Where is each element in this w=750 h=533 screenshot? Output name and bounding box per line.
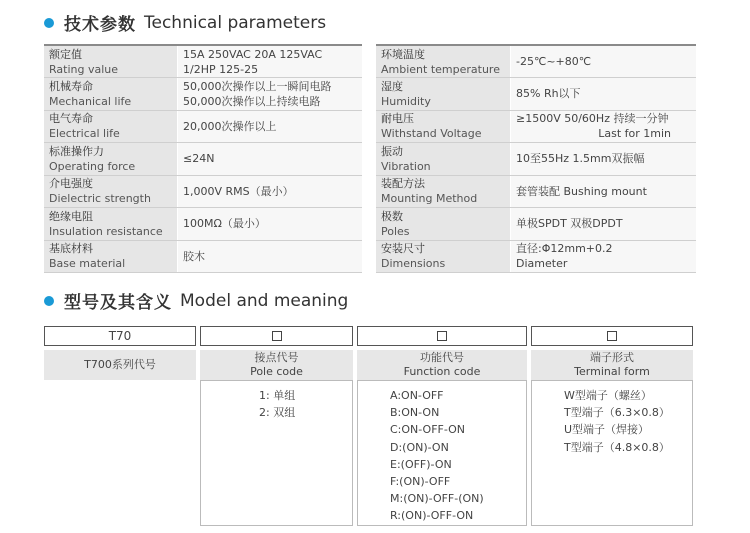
- spec-value: 20,000次操作以上: [178, 110, 363, 143]
- spec-row: [44, 143, 362, 176]
- terminal-form-list: [531, 380, 693, 526]
- list-item: C:ON-OFF-ON: [390, 423, 466, 437]
- spec-row: [44, 208, 362, 241]
- list-item: A:ON-OFF: [390, 389, 444, 402]
- list-item: T型端子（4.8×0.8）: [564, 440, 670, 454]
- function-code-box: [357, 326, 527, 346]
- list-item: B:ON-ON: [390, 406, 440, 420]
- spec-value: -25℃~+80℃: [511, 45, 697, 78]
- spec-label: 湿度 Humidity: [376, 78, 511, 111]
- checkbox-icon: [437, 331, 447, 341]
- function-code-list: [357, 380, 527, 526]
- bullet-dot-icon: [44, 296, 54, 306]
- spec-table-right: [376, 44, 696, 273]
- series-code-box: [44, 326, 196, 346]
- spec-row: [44, 110, 362, 143]
- spec-label: 电气寿命 Electrical life: [44, 110, 178, 143]
- spec-label: 极数 Poles: [376, 208, 511, 241]
- terminal-form-box: [531, 326, 693, 346]
- spec-value: 85% Rh以下: [511, 78, 697, 111]
- spec-label: 安装尺寸 Dimensions: [376, 240, 511, 273]
- spec-row: [44, 78, 362, 111]
- list-item: 2: 双组: [259, 406, 296, 420]
- spec-label: 额定值 Rating value: [44, 45, 178, 78]
- list-item: U型端子（焊接）: [564, 423, 650, 437]
- pole-code-box: [200, 326, 353, 346]
- spec-value: 胶木: [178, 240, 363, 273]
- spec-row: [376, 175, 696, 208]
- tech-section-title: [44, 10, 326, 35]
- spec-label: 机械寿命 Mechanical life: [44, 78, 178, 111]
- terminal-form-header: 端子形式 Terminal form: [531, 350, 693, 380]
- tech-title-en: Technical parameters: [144, 12, 327, 33]
- function-code-header: 功能代号 Function code: [357, 350, 527, 380]
- spec-row: [376, 240, 696, 273]
- spec-label: 绝缘电阻 Insulation resistance: [44, 208, 178, 241]
- spec-table-left: [44, 44, 362, 273]
- spec-label: 基底材料 Base material: [44, 240, 178, 273]
- checkbox-icon: [607, 331, 617, 341]
- model-title-cn: 型号及其含义: [64, 293, 172, 313]
- spec-row: [376, 78, 696, 111]
- spec-value: 50,000次操作以上一瞬间电路 50,000次操作以上持续电路: [178, 78, 363, 111]
- spec-row: [376, 110, 696, 143]
- spec-row: [376, 208, 696, 241]
- spec-value: 1,000V RMS（最小）: [178, 175, 363, 208]
- spec-value: 单极SPDT 双极DPDT: [511, 208, 697, 241]
- list-item: M:(ON)-OFF-(ON): [390, 492, 484, 506]
- list-item: W型端子（螺丝）: [564, 389, 652, 402]
- checkbox-icon: [272, 331, 282, 341]
- spec-label: 振动 Vibration: [376, 143, 511, 176]
- spec-label: 介电强度 Dielectric strength: [44, 175, 178, 208]
- list-item: R:(ON)-OFF-ON: [390, 509, 474, 523]
- spec-value: 直径:Φ12mm+0.2 Diameter: [511, 240, 697, 273]
- spec-row: [44, 175, 362, 208]
- list-item: E:(OFF)-ON: [390, 457, 452, 471]
- spec-row: [44, 45, 362, 78]
- spec-value: ≤24N: [178, 143, 363, 176]
- spec-value: 100MΩ（最小）: [178, 208, 363, 241]
- list-item: T型端子（6.3×0.8）: [564, 406, 670, 420]
- spec-value: 15A 250VAC 20A 125VAC 1/2HP 125-25: [178, 45, 363, 78]
- spec-label: 环境温度 Ambient temperature: [376, 45, 511, 78]
- tech-title-cn: 技术参数: [64, 15, 136, 35]
- spec-row: [376, 45, 696, 78]
- spec-value: 10至55Hz 1.5mm双振幅: [511, 143, 697, 176]
- list-item: F:(ON)-OFF: [390, 475, 451, 489]
- bullet-dot-icon: [44, 18, 54, 28]
- spec-label: 装配方法 Mounting Method: [376, 175, 511, 208]
- list-item: 1: 单组: [259, 389, 296, 402]
- list-item: D:(ON)-ON: [390, 440, 449, 454]
- spec-value: 套管装配 Bushing mount: [511, 175, 697, 208]
- series-desc-cell: [44, 350, 196, 380]
- series-code: T70: [108, 329, 132, 343]
- spec-label: 标准操作力 Operating force: [44, 143, 178, 176]
- spec-row: [376, 143, 696, 176]
- spec-label: 耐电压 Withstand Voltage: [376, 110, 511, 143]
- spec-value: ≥1500V 50/60Hz 持续一分钟 Last for 1min: [511, 110, 697, 143]
- series-desc: T700系列代号: [84, 358, 156, 371]
- spec-row: [44, 240, 362, 273]
- pole-code-list: [200, 380, 353, 526]
- model-title-en: Model and meaning: [180, 290, 349, 311]
- model-section-title: [44, 288, 348, 313]
- pole-code-header: 接点代号 Pole code: [200, 350, 353, 380]
